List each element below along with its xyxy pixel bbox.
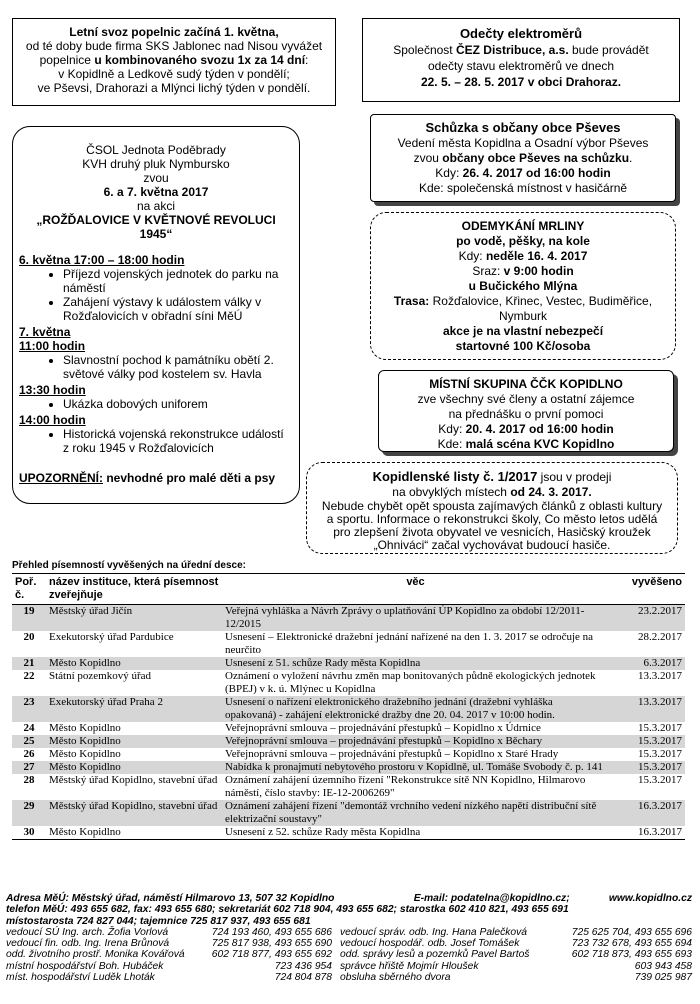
town-newsletter-notice <box>306 462 678 554</box>
cell-num: 30 <box>12 826 46 840</box>
cell-subject: Usnesení z 52. schůze Rady města Kopidlna <box>222 826 609 840</box>
cell-inst: Městský úřad Jičín <box>46 605 222 632</box>
contact-phone: 723 732 678, 493 655 694 <box>571 938 692 950</box>
cell-date: 13.3.2017 <box>638 670 682 682</box>
mrlina-opening-notice <box>370 212 676 360</box>
cell-inst: Exekutorský úřad Pardubice <box>49 631 174 643</box>
waste-line-2: popelnice u kombinovaného svozu 1x za 14 dní: <box>39 53 309 67</box>
table-row <box>12 605 685 632</box>
cck-line-4: Kde: malá scéna KVC Kopidlno <box>437 437 615 451</box>
contact-name: místní hospodářství Boh. Hubáček <box>6 960 164 972</box>
listy-line-2: Nebude chybět opět spousta zajímavých článků z oblasti kultury <box>321 499 663 513</box>
contact-name: míst. hospodářství Luděk Lhoták <box>6 972 155 984</box>
cell-inst: Státní pozemkový úřad <box>49 670 152 682</box>
mrlina-line-5: Trasa: Rožďalovice, Křinec, Vestec, Budiměřice, <box>393 294 653 308</box>
cell-num: 22 <box>23 670 35 682</box>
notice-board-caption: Přehled písemností vyvěšených na úřední desce: <box>12 560 246 571</box>
table-row <box>12 696 685 722</box>
header-subject: věc <box>222 574 609 605</box>
cell-subject: Oznámení zahájení řízení "demontáž vrchního vedení nízkého napětí distribuční sítě elektrizační soustavy" <box>222 800 609 826</box>
office-contacts-footer <box>6 893 692 983</box>
meter-line-3: 22. 5. – 28. 5. 2017 v obci Drahoraz. <box>420 75 622 89</box>
cell-subject: Usnesení z 51. schůze Rady města Kopidlna <box>222 657 609 670</box>
contact-name: vedoucí SÚ Ing. arch. Žofia Vorlová <box>6 926 169 938</box>
cell-subject: Veřejnoprávní smlouva – projednávání přestupků – Kopidlno x Údrnice <box>225 722 541 734</box>
csol-event-notice <box>12 126 300 504</box>
csol-org-1: ČSOL Jednota Poděbrady <box>86 143 226 157</box>
cell-subject: Usnesení – Elektronické dražební jednání nařízené na den 1. 3. 2017 se odročuje na neurčito <box>225 631 594 656</box>
cell-subject: Usnesení o nařízení elektronického dražebního jednání (dražební vyhláška opakovaná) - zahájení elektronické dražby dne 20. 04. 2017 v 10:00 hodin. <box>222 696 609 722</box>
table-row <box>12 670 685 696</box>
cell-subject: Oznámení o vyložení návrhu změn map bonitovaných půdně ekologických jednotek (BPEJ) v k. ú. Mlýnec u Kopidlna <box>225 670 596 695</box>
cell-date: 15.3.2017 <box>609 735 685 748</box>
waste-title: Letní svoz popelnic začíná 1. května, <box>69 25 279 39</box>
mrlina-line-3: Sraz: v 9:00 hodin <box>472 264 574 278</box>
office-email[interactable]: E-mail: podatelna@kopidlno.cz; <box>413 893 570 904</box>
listy-line-4: pro zlepšení života obyvatel ve vesnicích, Hasičský kroužek <box>333 525 651 539</box>
meeting-line-4: Kde: společenská místnost v hasičárně <box>418 181 628 195</box>
office-phones: telefon MěÚ: 493 655 682, fax: 493 655 680; sekretariát 602 718 904, 493 655 682; starostka 602 410 821, 493 655 691 <box>6 904 569 916</box>
cell-date: 6.3.2017 <box>609 657 685 670</box>
contact-name: odd. životního prostř. Monika Kovářová <box>6 949 185 961</box>
listy-line-5: „Ohniváci“ začal vychovávat budoucí hasiče. <box>373 538 611 552</box>
cell-inst: Městský úřad Kopidlno, stavební úřad <box>46 800 222 826</box>
mrlina-line-2: Kdy: neděle 16. 4. 2017 <box>458 249 588 263</box>
csol-day2-heading: 7. května <box>19 325 71 339</box>
cell-subject: Veřejná vyhláška a Návrh Zprávy o uplatňování ÚP Kopidlno za období 12/2011-12/2015 <box>222 605 609 632</box>
csol-time3-heading: 14:00 hodin <box>19 413 86 427</box>
notice-board-table <box>12 573 685 840</box>
meeting-line-1: Vedení města Kopidlna a Osadní výbor Pševes <box>397 136 649 150</box>
cell-num: 25 <box>12 735 46 748</box>
csol-time3-item: • Historická vojenská rekonstrukce událostí z roku 1945 v Rožďalovicích <box>63 427 293 455</box>
waste-line-3: v Kopidlně a Ledkově sudý týden v pondělí; <box>58 67 290 81</box>
cell-inst: Město Kopidlno <box>49 722 121 734</box>
meter-line-2: odečty stavu elektroměrů ve dnech <box>427 59 615 73</box>
table-row <box>12 631 685 657</box>
table-row <box>12 735 685 748</box>
cell-date: 15.3.2017 <box>638 722 682 734</box>
cck-line-3: Kdy: 20. 4. 2017 od 16:00 hodin <box>438 422 614 436</box>
contact-name: odd. správy lesů a pozemků Pavel Bartoš <box>340 949 530 961</box>
header-institution: název instituce, která písemnost zveřejňuje <box>46 574 222 605</box>
cell-date: 16.3.2017 <box>609 800 685 826</box>
cell-num: 29 <box>12 800 46 826</box>
mrlina-title: ODEMYKÁNÍ MRLINY <box>461 219 585 233</box>
cell-inst: Město Kopidlno <box>46 826 222 840</box>
contact-row <box>6 961 692 972</box>
csol-time2-item: • Ukázka dobových uniforem <box>63 397 293 411</box>
cell-inst: Exekutorský úřad Praha 2 <box>46 696 222 722</box>
cell-num: 28 <box>23 774 35 786</box>
cell-inst: Město Kopidlno <box>46 735 222 748</box>
csol-time1-heading: 11:00 hodin <box>19 339 86 353</box>
contact-row <box>6 927 692 938</box>
meter-line-1: Společnost ČEZ Distribuce, a.s. bude provádět <box>393 43 649 57</box>
cck-line-2: na přednášku o první pomoci <box>448 407 604 421</box>
cell-num: 20 <box>23 631 35 643</box>
table-row <box>12 722 685 735</box>
office-address: Adresa MěÚ: Městský úřad, náměstí Hilmarovo 13, 507 32 Kopidlno <box>6 893 335 904</box>
csol-at: na akci <box>136 199 176 213</box>
cell-num: 27 <box>12 761 46 774</box>
office-website[interactable]: www.kopidlno.cz <box>608 893 692 904</box>
cell-date: 15.3.2017 <box>609 761 685 774</box>
table-row <box>12 826 685 840</box>
contact-phone: 602 718 877, 493 655 692 <box>211 949 332 961</box>
header-num: Poř. č. <box>12 574 46 605</box>
contact-name: vedoucí hospodář. odb. Josef Tomášek <box>340 938 520 950</box>
listy-title: Kopidlenské listy č. 1/2017 jsou v prodeji <box>372 469 612 484</box>
table-row <box>12 800 685 826</box>
mrlina-line-1: po vodě, pěšky, na kole <box>456 234 590 248</box>
listy-line-1: na obvyklých místech od 24. 3. 2017. <box>392 485 592 499</box>
cck-title: MÍSTNÍ SKUPINA ČČK KOPIDLNO <box>429 377 623 391</box>
cell-date: 13.3.2017 <box>609 696 685 722</box>
contact-phone: 602 718 873, 493 655 693 <box>571 949 692 961</box>
csol-invite: zvou <box>143 171 169 185</box>
csol-event-name: „ROŽĎALOVICE V KVĚTNOVÉ REVOLUCI 1945“ <box>36 213 276 241</box>
contact-name: vedoucí fin. odb. Ing. Irena Brůnová <box>6 938 170 950</box>
cell-date: 28.2.2017 <box>638 631 682 643</box>
contact-phone: 603 943 458 <box>634 960 692 972</box>
table-row <box>12 657 685 670</box>
meter-title: Odečty elektroměrů <box>459 26 583 41</box>
mrlina-line-8: startovné 100 Kč/osoba <box>455 339 591 353</box>
waste-line-1: od té doby bude firma SKS Jablonec nad Nisou vyvážet <box>25 39 323 53</box>
contact-row <box>6 972 692 983</box>
contact-name: vedoucí správ. odb. Ing. Hana Palečková <box>340 926 527 938</box>
contact-phone: 724 193 460, 493 655 686 <box>211 926 332 938</box>
contact-phone: 739 025 987 <box>634 972 692 984</box>
csol-day1-heading: 6. května 17:00 – 18:00 hodin <box>19 253 185 267</box>
cell-subject: Veřejnoprávní smlouva – projednávání přestupků – Kopidlno x Běchary <box>222 735 609 748</box>
cell-subject: Oznámení zahájení územního řízení "Rekonstrukce sítě NN Kopidlno, Hilmarovo náměstí, číslo stavby: IE-12-2006269" <box>225 774 586 799</box>
cell-inst: Město Kopidlno <box>46 657 222 670</box>
table-header-row <box>12 574 685 605</box>
header-date: vyvěšeno <box>609 574 685 605</box>
meter-reading-notice <box>362 18 680 102</box>
csol-time1-item: • Slavnostní pochod k památníku obětí 2. světové války pod kostelem sv. Havla <box>63 353 293 381</box>
citizens-meeting-notice <box>370 114 676 202</box>
cell-num: 21 <box>12 657 46 670</box>
cell-num: 23 <box>12 696 46 722</box>
csol-warning: UPOZORNĚNÍ: nevhodné pro malé děti a psy <box>19 471 276 485</box>
csol-time2-heading: 13:30 hodin <box>19 383 86 397</box>
cell-subject: Nabídka k pronajmutí nebytového prostoru v Kopidlně, ul. Tomáše Svobody č. p. 141 <box>222 761 609 774</box>
contact-row <box>6 938 692 949</box>
cell-num: 26 <box>23 748 35 760</box>
table-row <box>12 774 685 800</box>
meeting-line-2: zvou občany obce Pševes na schůzku. <box>413 151 633 165</box>
cell-date: 16.3.2017 <box>609 826 685 840</box>
waste-collection-notice <box>12 18 336 106</box>
contact-phone: 725 625 704, 493 655 696 <box>571 926 692 938</box>
mrlina-line-6: Nymburk <box>498 309 547 323</box>
table-row <box>12 748 685 761</box>
cell-subject: Veřejnoprávní smlouva – projednávání přestupků – Kopidlno x Staré Hrady <box>225 748 559 760</box>
cell-date: 23.2.2017 <box>609 605 685 632</box>
meeting-line-3: Kdy: 26. 4. 2017 od 16:00 hodin <box>435 166 611 180</box>
cell-inst: Městský úřad Kopidlno, stavební úřad <box>49 774 218 786</box>
cell-date: 15.3.2017 <box>638 748 682 760</box>
csol-org-2: KVH druhý pluk Nymbursko <box>82 157 230 171</box>
waste-line-4: ve Pševsi, Drahorazi a Mlýnci lichý týden v pondělí. <box>37 81 311 95</box>
cell-inst: Město Kopidlno <box>49 748 121 760</box>
office-deputy: místostarosta 724 827 044; tajemnice 725 817 937, 493 655 681 <box>6 915 311 927</box>
meeting-title: Schůzka s občany obce Pševes <box>425 120 621 135</box>
cell-num: 24 <box>23 722 35 734</box>
mrlina-line-4: u Bučického Mlýna <box>468 279 578 293</box>
listy-line-3: a sportu. Informace o rekonstrukci školy, Co město letos udělá <box>326 512 658 526</box>
csol-day1-item: • Zahájení výstavy k událostem války v Rožďalovicích v obřadní síni MěÚ <box>63 295 293 323</box>
cck-line-1: zve všechny své členy a ostatní zájemce <box>417 392 635 406</box>
contact-phone: 724 804 878 <box>274 972 332 984</box>
contact-phone: 725 817 938, 493 655 690 <box>211 938 332 950</box>
csol-date: 6. a 7. května 2017 <box>103 185 209 199</box>
contact-row <box>6 949 692 960</box>
cell-num: 19 <box>12 605 46 632</box>
mrlina-line-7: akce je na vlastní nebezpečí <box>442 324 604 338</box>
contact-name: správce hřiště Mojmír Hloušek <box>340 960 479 972</box>
cell-inst: Město Kopidlno <box>46 761 222 774</box>
contact-phone: 723 436 954 <box>274 960 332 972</box>
contact-name: obsluha sběrného dvora <box>340 972 451 984</box>
table-row <box>12 761 685 774</box>
cell-date: 15.3.2017 <box>638 774 682 786</box>
red-cross-notice <box>378 370 674 452</box>
csol-day1-item: • Příjezd vojenských jednotek do parku na náměstí <box>63 267 293 295</box>
